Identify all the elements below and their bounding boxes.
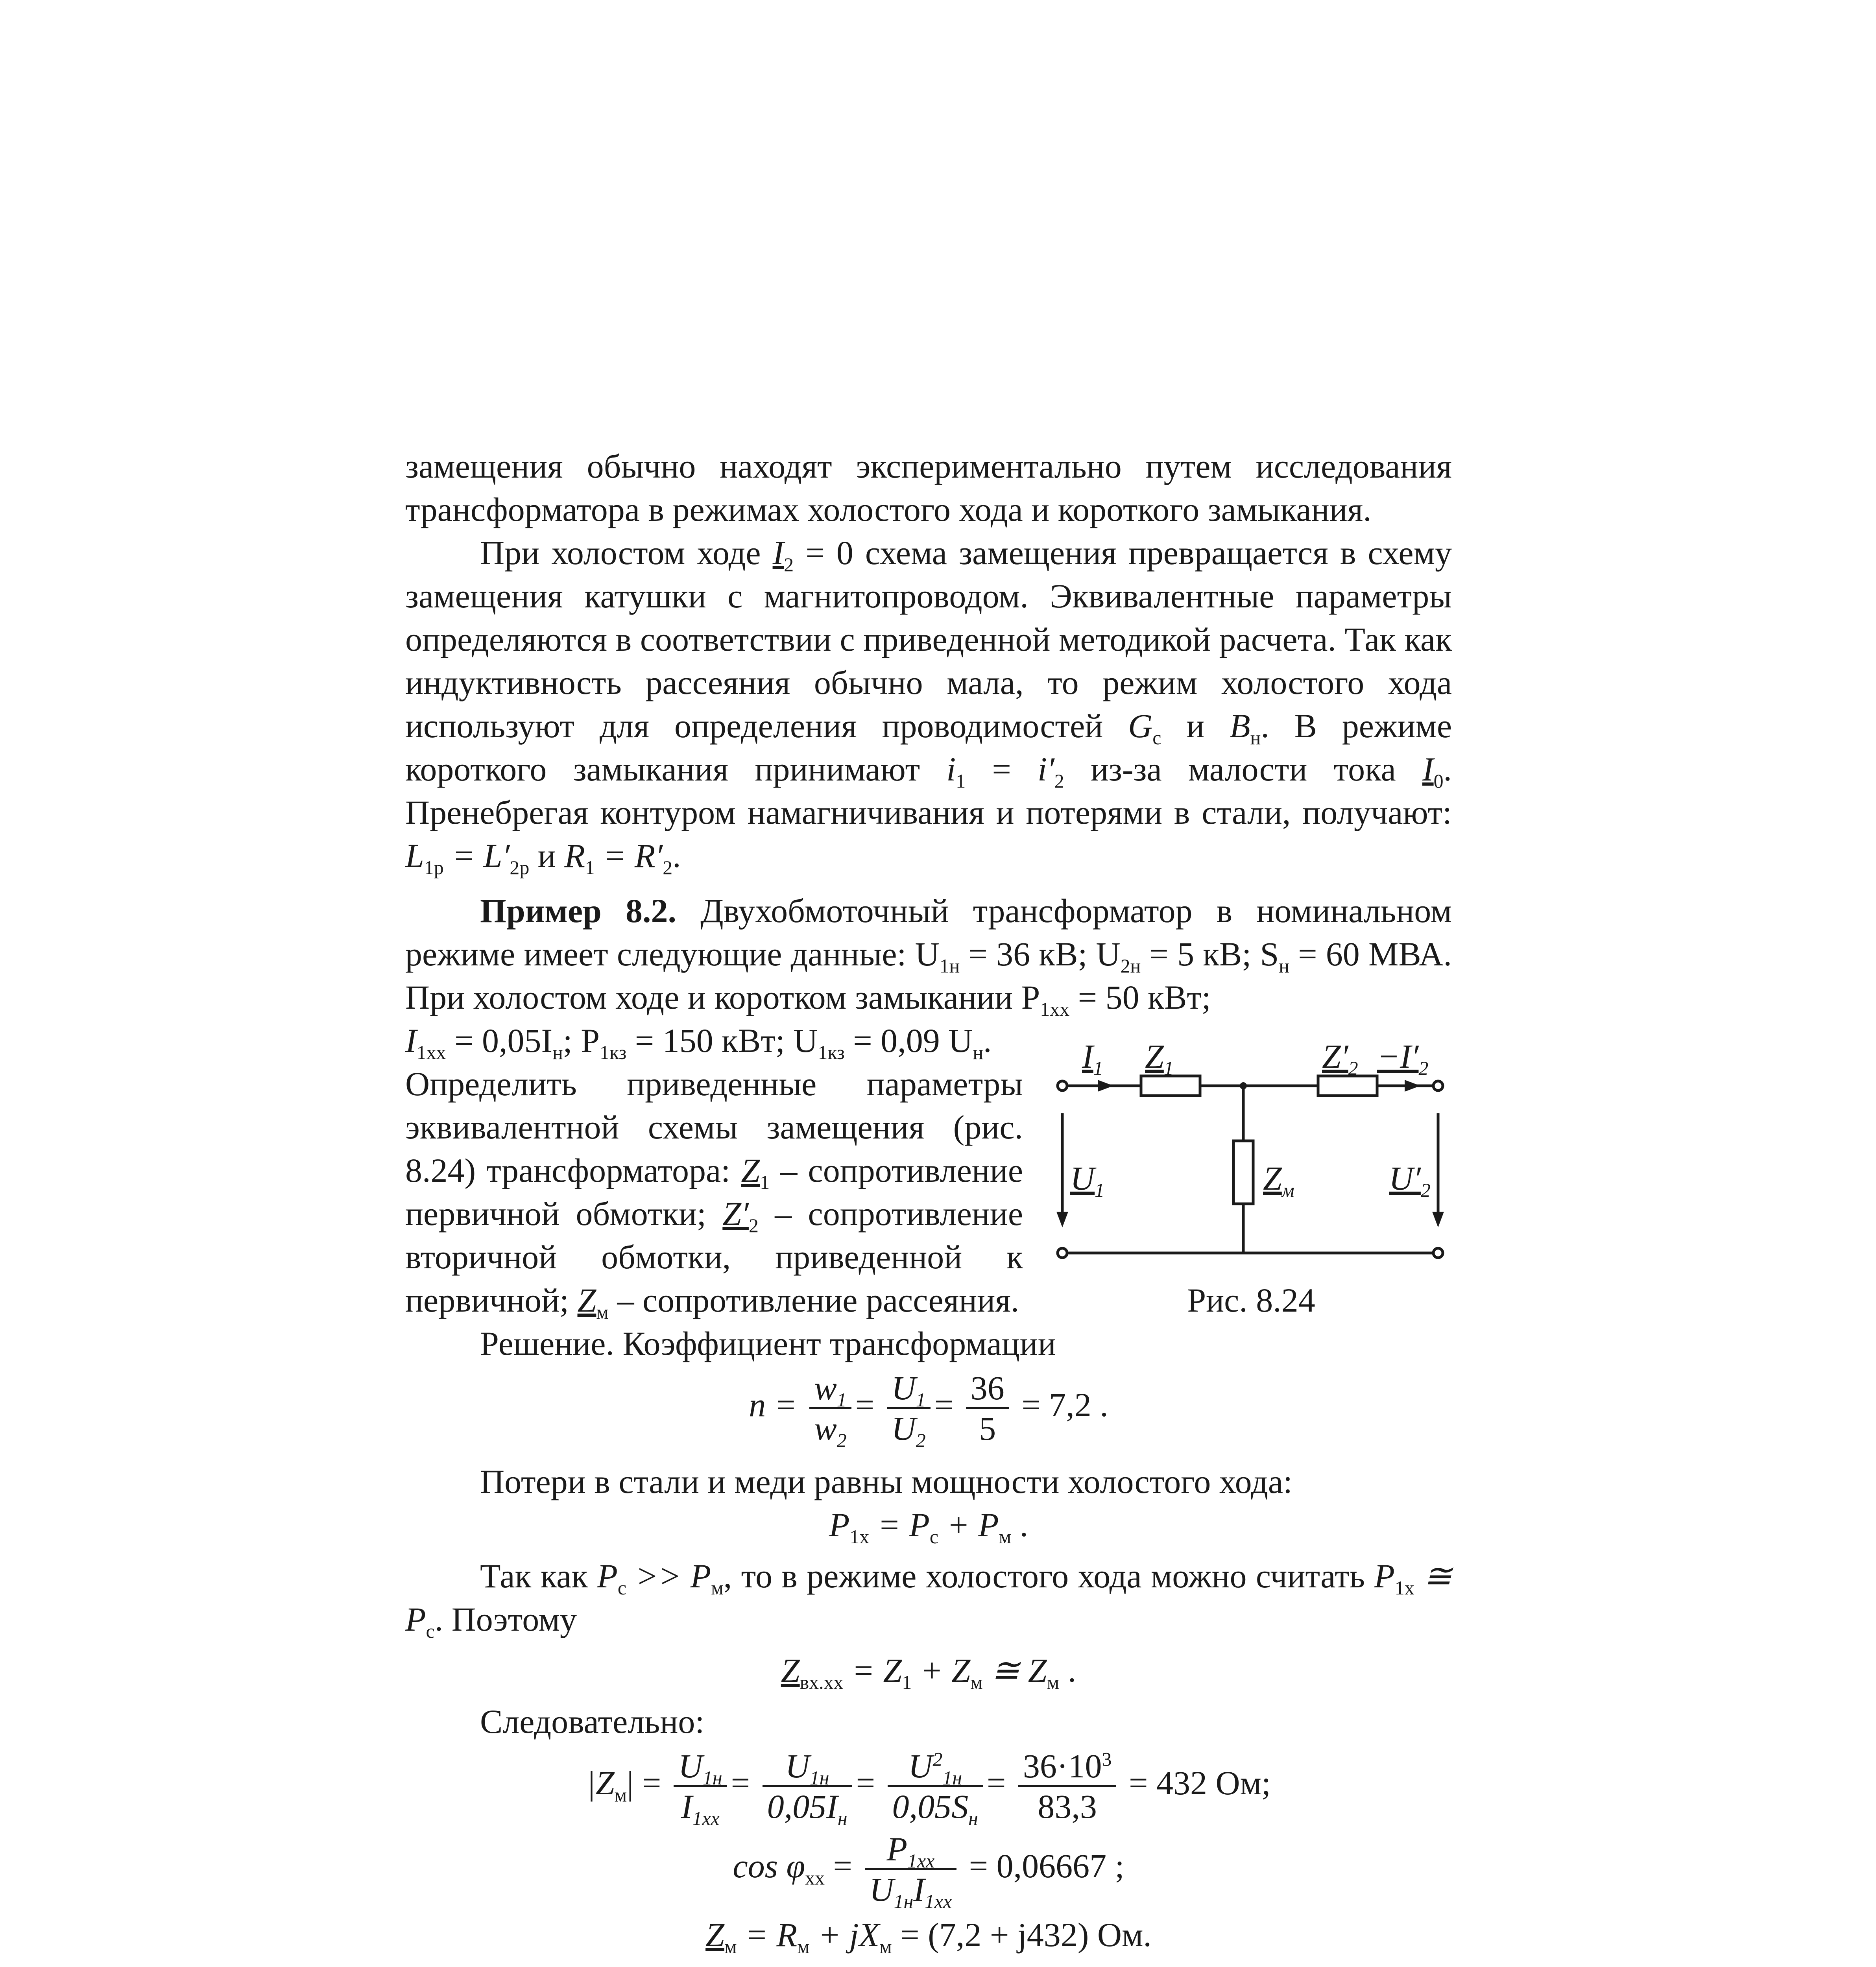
paragraph-1: замещения обычно находят экспериментально путем исследования трансформатора в режимах холостого хода и короткого замыкания. [405,447,1452,528]
example-data-line: $I_{1xx} = 0,05I_н$; $P_{1кз} = 150$ кВт; $U_{1кз} = 0,09$ $U_н$. [405,1022,992,1064]
example-title: Пример 8.2. [480,892,676,930]
solution-intro: Решение. Коэффициент трансформации [480,1325,1056,1362]
label-minus-i2: $-I'_2$ [1377,1037,1429,1079]
figure-caption: Рис. 8.24 [1187,1281,1315,1319]
equation-cos-phi: $\cos \varphi_{xx}$ = $\frac{P_{1xx}}{U_{1н}I_{1xx}}$ = 0,06667 ; [733,1830,1124,1913]
example-with-figure [405,1019,1452,1322]
since-text: Так как $P_c >> P_м$, то в режиме холостого хода можно считать $P_{1x}$ ≅ $P_c$. Поэтому [405,1557,1452,1642]
equation-zm-complex: $Z_м = R_м + jX_м = (7,2 + j432)$ Ом. [705,1916,1152,1958]
equation-zm-magnitude: $|Z_м|$ = $\frac{U_{1н}}{I_{1xx}}$ = $\frac{U_{1н}}{0,05I_н}$ = $\frac{U^2_{1н}}{0,05S_н}$ = $\frac{36\cdot 10^3}{83,3}$ = 432 Ом; [586,1747,1271,1830]
label-u1: $U_1$ [1070,1159,1105,1201]
losses-text: Потери в стали и меди равны мощности холостого хода: [480,1463,1293,1500]
example-intro: Пример 8.2. Двухобмоточный трансформатор в номинальном режиме имеет следующие данные: $U_{1н} = 36$ кВ; $U_{2н} = 5$ кВ; $S_н = 60$ МВА. При холостом ходе и коротком замыкании $P_{1xx} = 50$ кВт; [405,892,1452,1020]
label-i1: $I_1$ [1082,1037,1103,1079]
page-body [405,445,1452,1960]
label-u2: $U'_2$ [1389,1159,1431,1201]
paragraph-2: При холостом ходе $I_2 = 0$ схема замещения превращается в схему замещения катушки с магнитопроводом. Эквивалентные параметры определяются в соответствии с приведенной методикой расчета. Так как индуктивность рассеяния обычно мала, то режим холостого хода используют для определения проводимостей $G_c$ и $B_н$. В режиме короткого замыкания принимают $i_1 = i'_2$ из-за малости тока $I_0$. Пренебрегая контуром намагничивания и потерями в стали, получают: $L_{1p} = L'_{2p}$ и $R_1 = R'_2$. [405,534,1452,879]
example-task: Определить приведенные параметры эквивалентной схемы замещения (рис. 8.24) трансформатора: $Z_1$ – сопротивление первичной обмотки; $Z'_2$ – сопротивление вторичной обмотки, приведенной к первичной; $Z_м$ – сопротивление рассеяния. [405,1065,1023,1323]
equation-input-impedance: $Z_{вх.хх} = Z_1 + Z_м$ ≅ $Z_м$ . [781,1651,1076,1694]
hence-text: Следовательно: [480,1703,705,1740]
label-z1: $Z_1$ [1145,1037,1174,1079]
label-zm: $Z_м$ [1263,1159,1294,1201]
equation-ratio: n = $\frac{w_1}{w_2}$ = $\frac{U_1}{U_2}$ = $\frac{36}{5}$ = 7,2 . [749,1369,1108,1452]
label-z2: $Z'_2$ [1322,1037,1358,1079]
equation-losses: $P_{1x} = P_c + P_м$ . [829,1506,1028,1548]
